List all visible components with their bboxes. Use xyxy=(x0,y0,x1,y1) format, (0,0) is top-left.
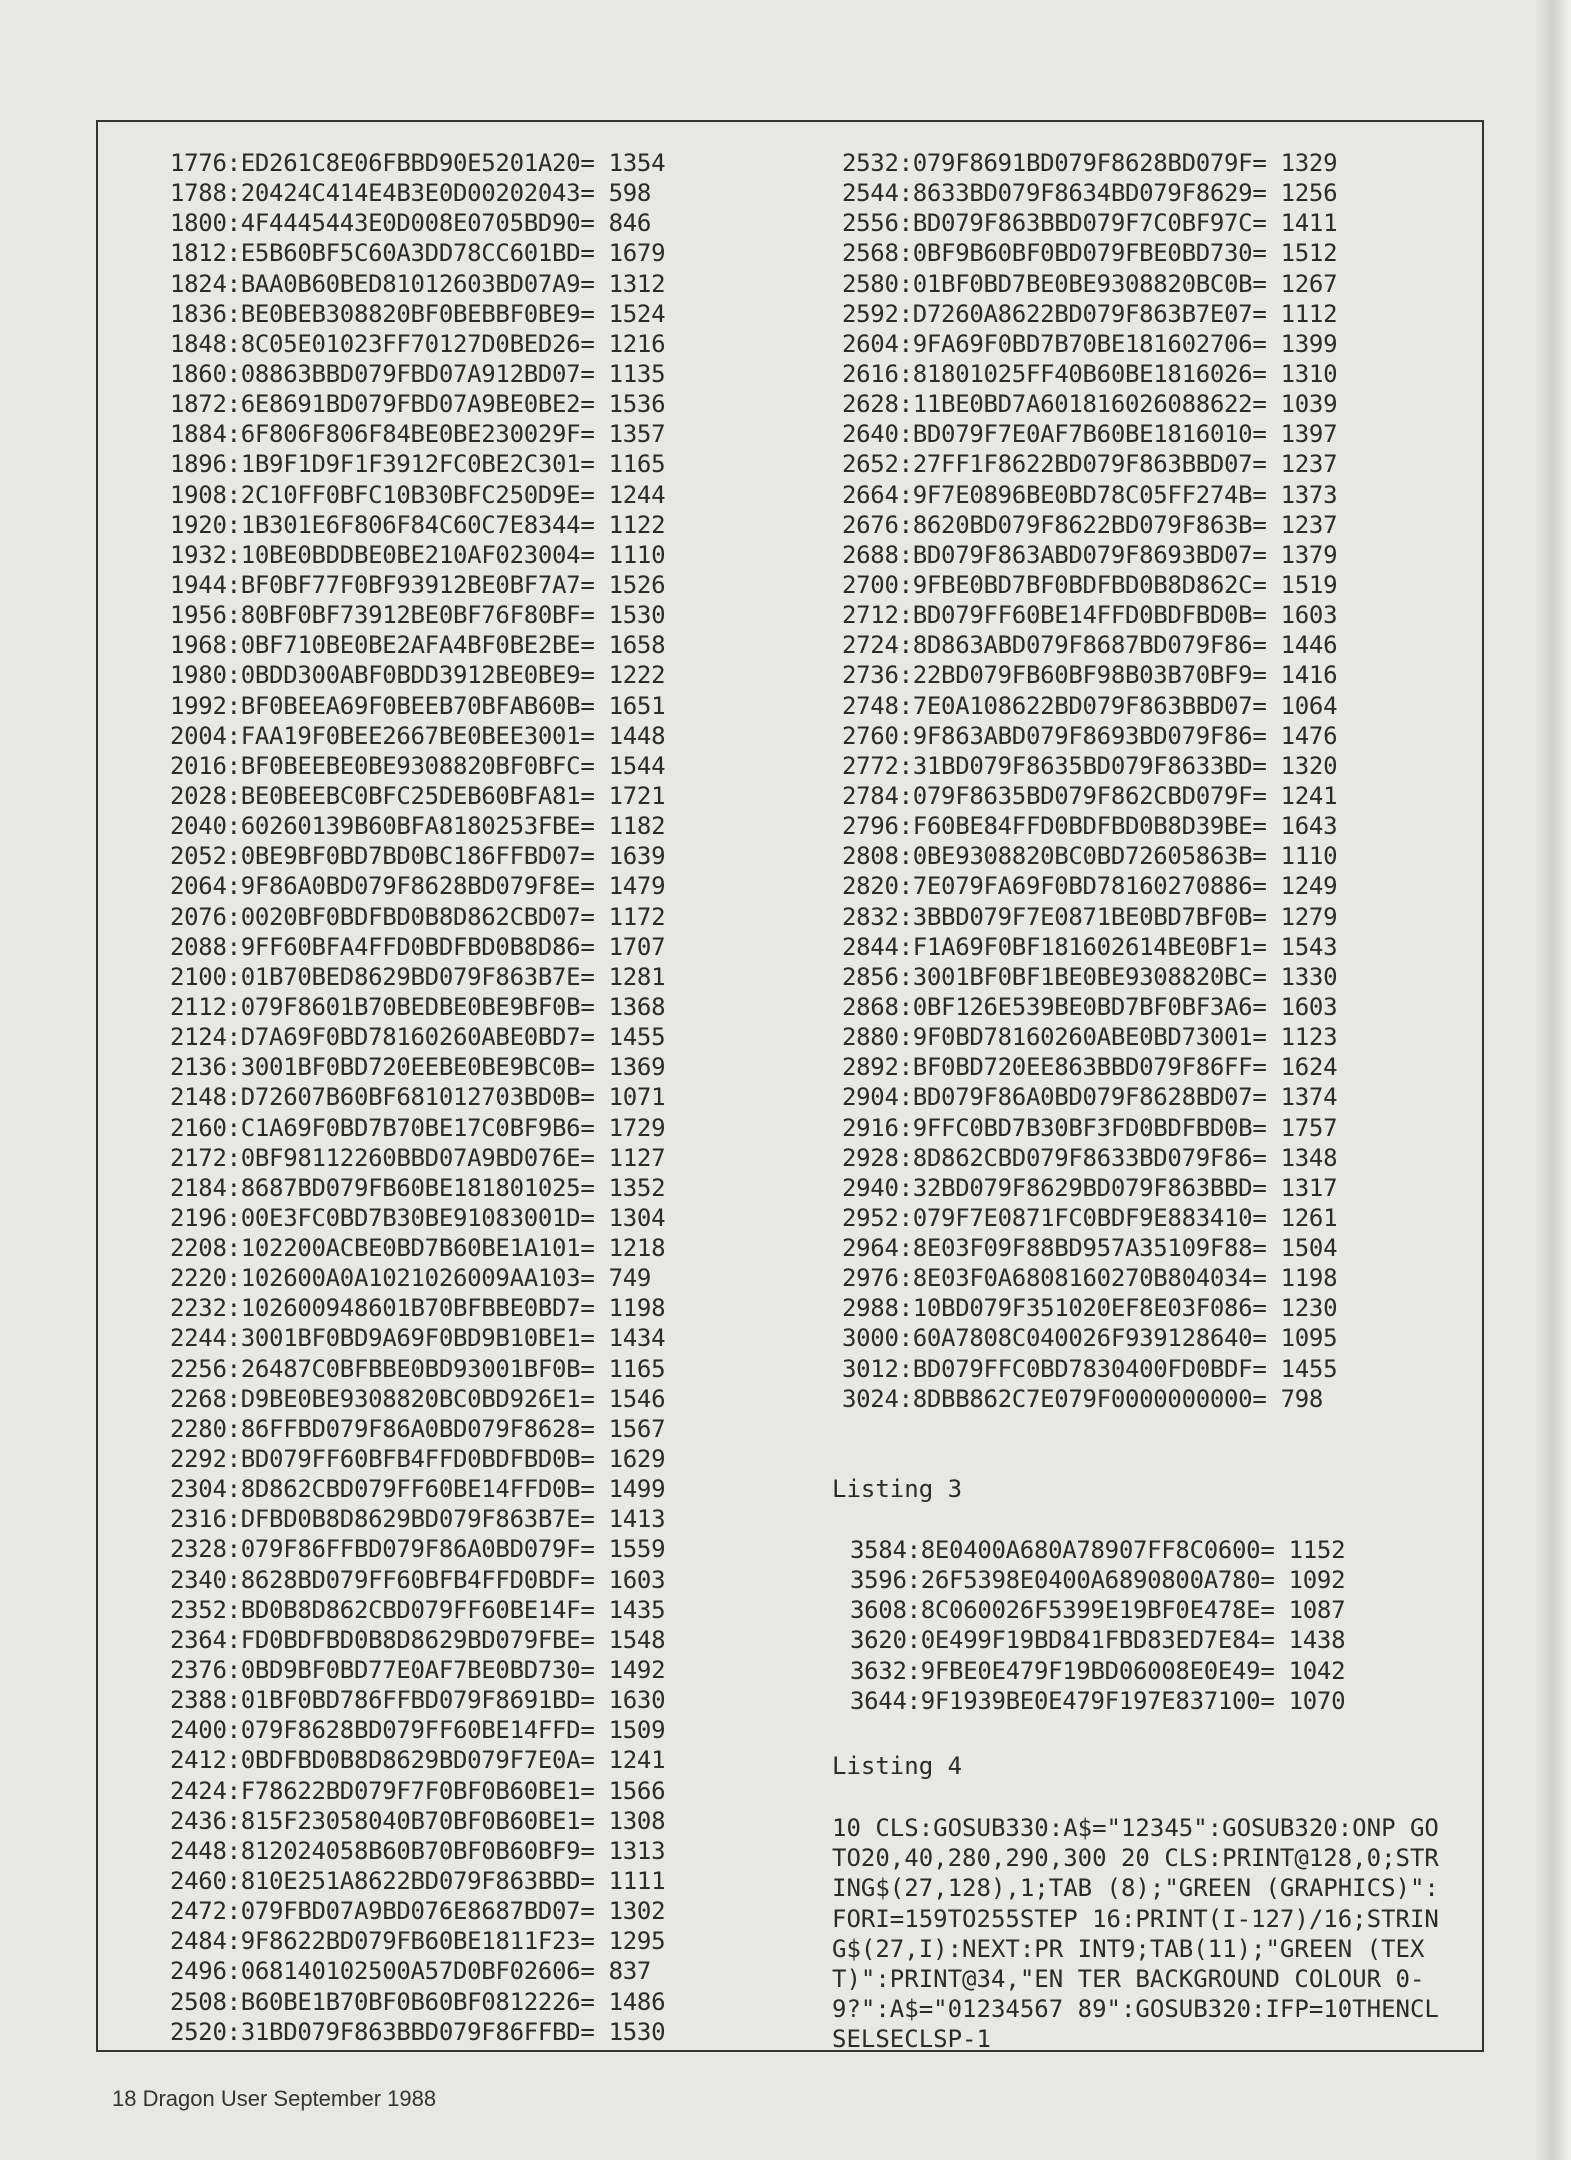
code-line: 1884:6F806F806F84BE0BE230029F= 1357 xyxy=(170,420,666,449)
code-line: 2400:079F8628BD079FF60BE14FFD= 1509 xyxy=(170,1716,666,1745)
code-line: 2016:BF0BEEBE0BE9308820BF0BFC= 1544 xyxy=(170,751,666,780)
code-line: 2736:22BD079FB60BF98B03B70BF9= 1416 xyxy=(842,661,1338,690)
code-line: 2184:8687BD079FB60BE181801025= 1352 xyxy=(170,1173,666,1202)
code-line: 2748:7E0A108622BD079F863BBD07= 1064 xyxy=(842,691,1338,720)
code-line: 3000:60A7808C040026F939128640= 1095 xyxy=(842,1324,1338,1353)
listing-3-line: 3596:26F5398E0400A6890800A780= 1092 xyxy=(850,1566,1346,1595)
code-line: 1980:0BDD300ABF0BDD3912BE0BE9= 1222 xyxy=(170,661,666,690)
page-edge-shadow xyxy=(1535,0,1571,2160)
code-line: 1944:BF0BF77F0BF93912BE0BF7A7= 1526 xyxy=(170,570,666,599)
code-line: 2652:27FF1F8622BD079F863BBD07= 1237 xyxy=(842,450,1338,479)
code-line: 2520:31BD079F863BBD079F86FFBD= 1530 xyxy=(170,2017,666,2046)
code-line: 2040:60260139B60BFA8180253FBE= 1182 xyxy=(170,812,666,841)
code-line: 1920:1B301E6F806F84C60C7E8344= 1122 xyxy=(170,510,666,539)
code-line: 2844:F1A69F0BF181602614BE0BF1= 1543 xyxy=(842,932,1338,961)
code-line: 2628:11BE0BD7A601816026088622= 1039 xyxy=(842,390,1338,419)
code-line: 1812:E5B60BF5C60A3DD78CC601BD= 1679 xyxy=(170,239,666,268)
code-line: 2964:8E03F09F88BD957A35109F88= 1504 xyxy=(842,1234,1338,1263)
listing-3-line: 3608:8C060026F5399E19BF0E478E= 1087 xyxy=(850,1596,1346,1625)
code-line: 2940:32BD079F8629BD079F863BBD= 1317 xyxy=(842,1173,1338,1202)
code-line: 2004:FAA19F0BEE2667BE0BEE3001= 1448 xyxy=(170,721,666,750)
code-line: 2640:BD079F7E0AF7B60BE1816010= 1397 xyxy=(842,420,1338,449)
code-line: 2220:102600A0A1021026009AA103= 749 xyxy=(170,1264,652,1293)
code-line: 2232:102600948601B70BFBBE0BD7= 1198 xyxy=(170,1294,666,1323)
code-line: 1800:4F4445443E0D008E0705BD90= 846 xyxy=(170,209,652,238)
code-line: 1776:ED261C8E06FBBD90E5201A20= 1354 xyxy=(170,149,666,177)
code-line: 2160:C1A69F0BD7B70BE17C0BF9B6= 1729 xyxy=(170,1113,666,1142)
code-line: 2112:079F8601B70BEDBE0BE9BF0B= 1368 xyxy=(170,992,666,1021)
code-line: 2568:0BF9B60BF0BD079FBE0BD730= 1512 xyxy=(842,239,1338,268)
code-line: 2880:9F0BD78160260ABE0BD73001= 1123 xyxy=(842,1023,1338,1052)
listing-3-line: 3620:0E499F19BD841FBD83ED7E84= 1438 xyxy=(850,1626,1346,1655)
code-line: 2052:0BE9BF0BD7BD0BC186FFBD07= 1639 xyxy=(170,842,666,871)
code-line: 2172:0BF98112260BBD07A9BD076E= 1127 xyxy=(170,1143,666,1172)
code-line: 2532:079F8691BD079F8628BD079F= 1329 xyxy=(842,149,1338,177)
listing-3-lines xyxy=(850,1535,1345,1716)
listing-4-title: Listing 4 xyxy=(832,1752,963,1780)
code-line: 2460:810E251A8622BD079F863BBD= 1111 xyxy=(170,1867,666,1896)
code-line: 2364:FD0BDFBD0B8D8629BD079FBE= 1548 xyxy=(170,1625,666,1654)
code-line: 1956:80BF0BF73912BE0BF76F80BF= 1530 xyxy=(170,601,666,630)
code-line: 2724:8D863ABD079F8687BD079F86= 1446 xyxy=(842,631,1338,660)
code-line: 2544:8633BD079F8634BD079F8629= 1256 xyxy=(842,179,1338,208)
code-line: 2376:0BD9BF0BD77E0AF7BE0BD730= 1492 xyxy=(170,1656,666,1685)
code-line: 2592:D7260A8622BD079F863B7E07= 1112 xyxy=(842,299,1338,328)
code-line: 2760:9F863ABD079F8693BD079F86= 1476 xyxy=(842,721,1338,750)
code-line: 2604:9FA69F0BD7B70BE181602706= 1399 xyxy=(842,329,1338,358)
code-line: 2196:00E3FC0BD7B30BE91083001D= 1304 xyxy=(170,1203,666,1232)
code-line: 2700:9FBE0BD7BF0BDFBD0B8D862C= 1519 xyxy=(842,570,1338,599)
code-line: 2616:81801025FF40B60BE1816026= 1310 xyxy=(842,359,1338,388)
code-line: 1872:6E8691BD079FBD07A9BE0BE2= 1536 xyxy=(170,390,666,419)
code-line: 2508:B60BE1B70BF0B60BF0812226= 1486 xyxy=(170,1987,666,2016)
code-line: 2292:BD079FF60BFB4FFD0BDFBD0B= 1629 xyxy=(170,1445,666,1474)
page-footer: 18 Dragon User September 1988 xyxy=(112,2086,437,2111)
code-line: 2136:3001BF0BD720EEBE0BE9BC0B= 1369 xyxy=(170,1053,666,1082)
code-line: 2124:D7A69F0BD78160260ABE0BD7= 1455 xyxy=(170,1023,666,1052)
code-line: 2424:F78622BD079F7F0BF0B60BE1= 1566 xyxy=(170,1776,666,1805)
code-line: 2976:8E03F0A6808160270B804034= 1198 xyxy=(842,1264,1338,1293)
code-line: 2892:BF0BD720EE863BBD079F86FF= 1624 xyxy=(842,1053,1338,1082)
code-line: 2676:8620BD079F8622BD079F863B= 1237 xyxy=(842,510,1338,539)
code-line: 1824:BAA0B60BED81012603BD07A9= 1312 xyxy=(170,269,666,298)
code-line: 1968:0BF710BE0BE2AFA4BF0BE2BE= 1658 xyxy=(170,631,666,660)
code-line: 2268:D9BE0BE9308820BC0BD926E1= 1546 xyxy=(170,1384,666,1413)
code-line: 2304:8D862CBD079FF60BE14FFD0B= 1499 xyxy=(170,1475,666,1504)
code-line: 2808:0BE9308820BC0BD72605863B= 1110 xyxy=(842,842,1338,871)
code-line: 2580:01BF0BD7BE0BE9308820BC0B= 1267 xyxy=(842,269,1338,298)
code-line: 2148:D72607B60BF681012703BD0B= 1071 xyxy=(170,1083,666,1112)
code-line: 2472:079FBD07A9BD076E8687BD07= 1302 xyxy=(170,1897,666,1926)
code-line: 2496:068140102500A57D0BF02606= 837 xyxy=(170,1957,652,1986)
listing-3-line: 3632:9FBE0E479F19BD06008E0E49= 1042 xyxy=(850,1656,1346,1685)
code-line: 2688:BD079F863ABD079F8693BD07= 1379 xyxy=(842,540,1338,569)
code-line: 2088:9FF60BFA4FFD0BDFBD0B8D86= 1707 xyxy=(170,932,666,961)
code-line: 2436:815F23058040B70BF0B60BE1= 1308 xyxy=(170,1806,666,1835)
code-line: 1860:08863BBD079FBD07A912BD07= 1135 xyxy=(170,359,666,388)
listing-3-line: 3644:9F1939BE0E479F197E837100= 1070 xyxy=(850,1686,1346,1715)
code-line: 1896:1B9F1D9F1F3912FC0BE2C301= 1165 xyxy=(170,450,666,479)
code-line: 2388:01BF0BD786FFBD079F8691BD= 1630 xyxy=(170,1686,666,1715)
code-line: 2280:86FFBD079F86A0BD079F8628= 1567 xyxy=(170,1414,666,1443)
code-line: 2832:3BBD079F7E0871BE0BD7BF0B= 1279 xyxy=(842,902,1338,931)
code-line: 2796:F60BE84FFD0BDFBD0B8D39BE= 1643 xyxy=(842,812,1338,841)
code-line: 2856:3001BF0BF1BE0BE9308820BC= 1330 xyxy=(842,962,1338,991)
code-line: 2556:BD079F863BBD079F7C0BF97C= 1411 xyxy=(842,209,1338,238)
listing-3-line: 3584:8E0400A680A78907FF8C0600= 1152 xyxy=(850,1536,1346,1564)
code-line: 2664:9F7E0896BE0BD78C05FF274B= 1373 xyxy=(842,480,1338,509)
code-line: 2028:BE0BEEBC0BFC25DEB60BFA81= 1721 xyxy=(170,781,666,810)
code-line: 1992:BF0BEEA69F0BEEB70BFAB60B= 1651 xyxy=(170,691,666,720)
code-line: 1836:BE0BEB308820BF0BEBBF0BE9= 1524 xyxy=(170,299,666,328)
code-line: 2352:BD0B8D862CBD079FF60BE14F= 1435 xyxy=(170,1595,666,1624)
code-line: 2448:812024058B60B70BF0B60BF9= 1313 xyxy=(170,1836,666,1865)
code-line: 2484:9F8622BD079FB60BE1811F23= 1295 xyxy=(170,1927,666,1956)
code-line: 2076:0020BF0BDFBD0B8D862CBD07= 1172 xyxy=(170,902,666,931)
code-line: 1848:8C05E01023FF70127D0BED26= 1216 xyxy=(170,329,666,358)
listing-right-column xyxy=(842,148,1337,1414)
code-line: 2244:3001BF0BD9A69F0BD9B10BE1= 1434 xyxy=(170,1324,666,1353)
code-line: 2988:10BD079F351020EF8E03F086= 1230 xyxy=(842,1294,1338,1323)
listing-left-column xyxy=(170,148,665,2047)
code-line: 1932:10BE0BDDBE0BE210AF023004= 1110 xyxy=(170,540,666,569)
code-line: 2820:7E079FA69F0BD78160270886= 1249 xyxy=(842,872,1338,901)
code-line: 2208:102200ACBE0BD7B60BE1A101= 1218 xyxy=(170,1234,666,1263)
code-line: 2916:9FFC0BD7B30BF3FD0BDFBD0B= 1757 xyxy=(842,1113,1338,1142)
code-line: 2328:079F86FFBD079F86A0BD079F= 1559 xyxy=(170,1535,666,1564)
code-line: 2712:BD079FF60BE14FFD0BDFBD0B= 1603 xyxy=(842,601,1338,630)
code-line: 1908:2C10FF0BFC10B30BFC250D9E= 1244 xyxy=(170,480,666,509)
code-line: 2100:01B70BED8629BD079F863B7E= 1281 xyxy=(170,962,666,991)
code-line: 2784:079F8635BD079F862CBD079F= 1241 xyxy=(842,781,1338,810)
code-line: 3012:BD079FFC0BD7830400FD0BDF= 1455 xyxy=(842,1354,1338,1383)
code-line: 2868:0BF126E539BE0BD7BF0BF3A6= 1603 xyxy=(842,992,1338,1021)
code-line: 2340:8628BD079FF60BFB4FFD0BDF= 1603 xyxy=(170,1565,666,1594)
code-line: 2256:26487C0BFBBE0BD93001BF0B= 1165 xyxy=(170,1354,666,1383)
listing-3-title: Listing 3 xyxy=(832,1475,963,1503)
code-line: 2904:BD079F86A0BD079F8628BD07= 1374 xyxy=(842,1083,1338,1112)
listing-4-code: 10 CLS:GOSUB330:A$="12345":GOSUB320:ONP GOTO20,40,280,290,300 20 CLS:PRINT@128,0;STRING$(27,128),1;TAB (8);"GREEN (GRAPHICS)":FORI=159TO255STEP 16:PRINT(I-127)/16;STRING$(27,I):NEXT:PR INT9;TAB(11);"GREEN (TEXT)":PRINT@34,"EN TER BACKGROUND COLOUR 0-9?":A$="01234567 89":GOSUB320:IFP=10THENCLSELSECLSP-1 xyxy=(832,1814,1439,2054)
code-line: 2316:DFBD0B8D8629BD079F863B7E= 1413 xyxy=(170,1505,666,1534)
code-line: 2952:079F7E0871FC0BDF9E883410= 1261 xyxy=(842,1203,1338,1232)
code-line: 1788:20424C414E4B3E0D00202043= 598 xyxy=(170,179,652,208)
code-line: 2412:0BDFBD0B8D8629BD079F7E0A= 1241 xyxy=(170,1746,666,1775)
code-line: 2064:9F86A0BD079F8628BD079F8E= 1479 xyxy=(170,872,666,901)
code-line: 3024:8DBB862C7E079F0000000000= 798 xyxy=(842,1384,1324,1413)
code-line: 2928:8D862CBD079F8633BD079F86= 1348 xyxy=(842,1143,1338,1172)
code-line: 2772:31BD079F8635BD079F8633BD= 1320 xyxy=(842,751,1338,780)
